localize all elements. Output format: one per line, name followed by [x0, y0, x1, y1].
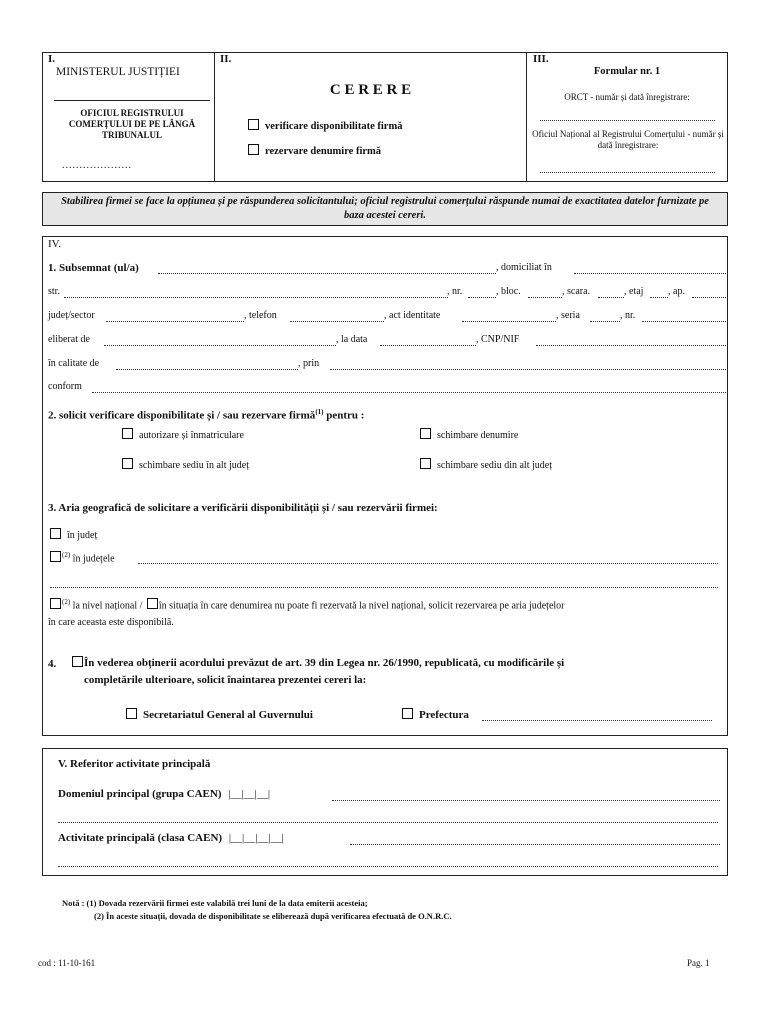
- form-title: C E R E R E: [329, 82, 412, 98]
- section-v-title: V. Referitor activitate principală: [58, 758, 211, 770]
- question-4[interactable]: [72, 656, 564, 669]
- area-judete-field-2[interactable]: [50, 587, 718, 588]
- area-judet-checkbox[interactable]: [50, 528, 61, 539]
- clasa-caen-boxes[interactable]: |__|__|__|__|: [228, 832, 284, 844]
- area-national-label: la nivel național /: [72, 600, 143, 612]
- orct-field[interactable]: [540, 120, 715, 121]
- option-verify[interactable]: [248, 119, 402, 132]
- option-reserve-checkbox[interactable]: [248, 144, 259, 155]
- option-reserve[interactable]: [248, 144, 381, 157]
- question-4-text: În vederea obținerii acordului prevăzut de art. 39 din Legea nr. 26/1990, republicată, cu modificările și: [84, 657, 565, 669]
- tribunal-dots: ....................: [62, 160, 132, 171]
- cnp-field[interactable]: [536, 345, 726, 346]
- area-judete-field[interactable]: [138, 563, 718, 564]
- note-1: Notă : (1) Dovada rezervării firmei este valabilă trei luni de la data emiterii acesteia;: [62, 898, 368, 908]
- page-number: Pag. 1: [687, 958, 710, 968]
- option-verify-label: verificare disponibilitate firmă: [265, 121, 403, 132]
- domeniu-field[interactable]: [332, 800, 720, 801]
- domeniu-field-2[interactable]: [58, 822, 718, 823]
- activitate-row: [58, 832, 284, 844]
- option-sediu-alt-judet-checkbox[interactable]: [122, 458, 133, 469]
- eliberat-label: eliberat de: [48, 334, 90, 345]
- eliberat-field[interactable]: [104, 345, 336, 346]
- area-national[interactable]: [50, 598, 565, 611]
- area-national-checkbox[interactable]: [50, 598, 61, 609]
- calitate-label: în calitate de: [48, 358, 100, 369]
- question-3: 3. Aria geografică de solicitare a verificării disponibilității și / sau rezervării firmei:: [48, 502, 438, 514]
- col3-number: III.: [533, 53, 549, 65]
- seria-label: , seria: [556, 310, 580, 321]
- domicile-field[interactable]: [574, 273, 726, 274]
- telefon-field[interactable]: [290, 321, 384, 322]
- option-sediu-din-alt-judet-label: schimbare sediu din alt județ: [437, 460, 552, 471]
- area-judete-checkbox[interactable]: [50, 551, 61, 562]
- option-prefectura[interactable]: [402, 708, 469, 721]
- option-sgg[interactable]: [126, 708, 313, 721]
- office-title: OFICIUL REGISTRULUI COMERȚULUI DE PE LÂNGĂ TRIBUNALUL: [68, 108, 196, 140]
- footnote-ref-2a: (2): [62, 551, 71, 559]
- act-field[interactable]: [462, 321, 556, 322]
- area-fallback-continued: în care aceasta este disponibilă.: [48, 617, 174, 628]
- name-field[interactable]: [158, 273, 496, 274]
- scara-label: , scara.: [562, 286, 591, 297]
- option-prefectura-label: Prefectura: [419, 709, 469, 721]
- domiciliat-label: , domiciliat în: [496, 262, 552, 273]
- col2-number: II.: [220, 53, 232, 65]
- judet-field[interactable]: [106, 321, 244, 322]
- cnp-label: , CNP/NIF: [476, 334, 520, 345]
- question-2-end: pentru :: [323, 409, 365, 422]
- option-prefectura-checkbox[interactable]: [402, 708, 413, 719]
- option-schimbare-denumire-label: schimbare denumire: [437, 430, 519, 441]
- notice-text: Stabilirea firmei se face la opțiunea și pe răspunderea solicitantului; oficiul registrului comerțului răspunde numai de exactitatea datelor furnizate pe baza acestei cereri.: [61, 196, 709, 221]
- option-reserve-label: rezervare denumire firmă: [265, 146, 382, 157]
- area-judet-label: în județ: [67, 530, 98, 541]
- question-4-checkbox[interactable]: [72, 656, 83, 667]
- header-divider-1: [214, 52, 215, 182]
- form-code: cod : 11-10-161: [38, 958, 96, 968]
- conform-field[interactable]: [92, 392, 726, 393]
- area-judet[interactable]: [50, 528, 97, 541]
- judet-label: județ/sector: [48, 310, 95, 321]
- option-verify-checkbox[interactable]: [248, 119, 259, 130]
- conform-label: conform: [48, 381, 82, 392]
- la-data-label: , la data: [336, 334, 368, 345]
- act-label: , act identitate: [384, 310, 441, 321]
- street-field[interactable]: [64, 297, 448, 298]
- activitate-field[interactable]: [350, 844, 720, 845]
- seria-field[interactable]: [590, 321, 620, 322]
- ap-label: , ap.: [668, 286, 685, 297]
- question-2: [48, 408, 364, 422]
- nr-field[interactable]: [468, 297, 496, 298]
- ministry-underline: [54, 100, 210, 101]
- footnote-ref-2b: (2): [62, 598, 71, 606]
- option-autorizare[interactable]: [122, 428, 244, 441]
- onrc-label: Oficiul Național al Registrului Comerțului - număr și dată înregistrare:: [532, 129, 724, 150]
- col1-number: I.: [48, 53, 56, 65]
- question-2-text: 2. solicit verificare disponibilitate și / sau rezervare firmă: [48, 409, 316, 422]
- clasa-label: (clasa CAEN): [157, 832, 223, 844]
- activitate-label: Activitate principală: [58, 832, 155, 844]
- nr-label: , nr.: [447, 286, 463, 297]
- area-fallback-label: în situația în care denumirea nu poate fi rezervată la nivel național, solicit rezervarea pe aria județelor: [158, 600, 565, 612]
- ap-field[interactable]: [692, 297, 726, 298]
- option-sediu-alt-judet-label: schimbare sediu în alt județ: [139, 460, 249, 471]
- form-number: Formular nr. 1: [593, 66, 661, 77]
- prefectura-field[interactable]: [482, 720, 712, 721]
- etaj-field[interactable]: [650, 297, 668, 298]
- telefon-label: , telefon: [244, 310, 277, 321]
- question-4-continued: completările ulterioare, solicit înaintarea prezentei cereri la:: [84, 674, 367, 686]
- grupa-caen-boxes[interactable]: |__|__|__|: [228, 788, 271, 800]
- area-judete-label: în județele: [72, 553, 115, 565]
- activitate-field-2[interactable]: [58, 866, 718, 867]
- calitate-field[interactable]: [116, 369, 298, 370]
- la-data-field[interactable]: [380, 345, 476, 346]
- etaj-label: , etaj: [624, 286, 644, 297]
- bloc-label: , bloc.: [496, 286, 521, 297]
- note-2: (2) În aceste situații, dovada de disponibilitate se eliberează după verificarea efectuată de O.N.R.C.: [94, 911, 452, 921]
- scara-field[interactable]: [598, 297, 624, 298]
- grupa-label: (grupa CAEN): [152, 788, 222, 800]
- option-sediu-din-alt-judet[interactable]: [420, 458, 552, 471]
- option-schimbare-denumire[interactable]: [420, 428, 518, 441]
- footnote-ref-1: (1): [315, 408, 324, 416]
- prin-label: , prin: [298, 358, 320, 369]
- section-iv-number: IV.: [48, 238, 61, 250]
- option-sgg-checkbox[interactable]: [126, 708, 137, 719]
- option-autorizare-checkbox[interactable]: [122, 428, 133, 439]
- nr2-field[interactable]: [642, 321, 726, 322]
- domeniu-row: [58, 788, 270, 800]
- area-judete[interactable]: [50, 551, 115, 564]
- question-4-number: 4.: [48, 658, 57, 670]
- domeniu-label: Domeniul principal: [58, 788, 150, 800]
- street-label: str.: [48, 286, 60, 297]
- nr2-label: , nr.: [620, 310, 636, 321]
- prin-field[interactable]: [330, 369, 726, 370]
- ministry-title: MINISTERUL JUSTIȚIEI: [56, 66, 180, 78]
- option-autorizare-label: autorizare și înmatriculare: [139, 430, 244, 441]
- option-schimbare-denumire-checkbox[interactable]: [420, 428, 431, 439]
- onrc-field[interactable]: [540, 172, 715, 173]
- option-sediu-din-alt-judet-checkbox[interactable]: [420, 458, 431, 469]
- option-sgg-label: Secretariatul General al Guvernului: [143, 709, 313, 721]
- area-fallback-checkbox[interactable]: [147, 598, 158, 609]
- orct-label: ORCT - număr și dată înregistrare:: [564, 92, 690, 102]
- option-sediu-alt-judet[interactable]: [122, 458, 249, 471]
- bloc-field[interactable]: [528, 297, 562, 298]
- subsemnat-label: 1. Subsemnat (ul/a): [48, 262, 139, 274]
